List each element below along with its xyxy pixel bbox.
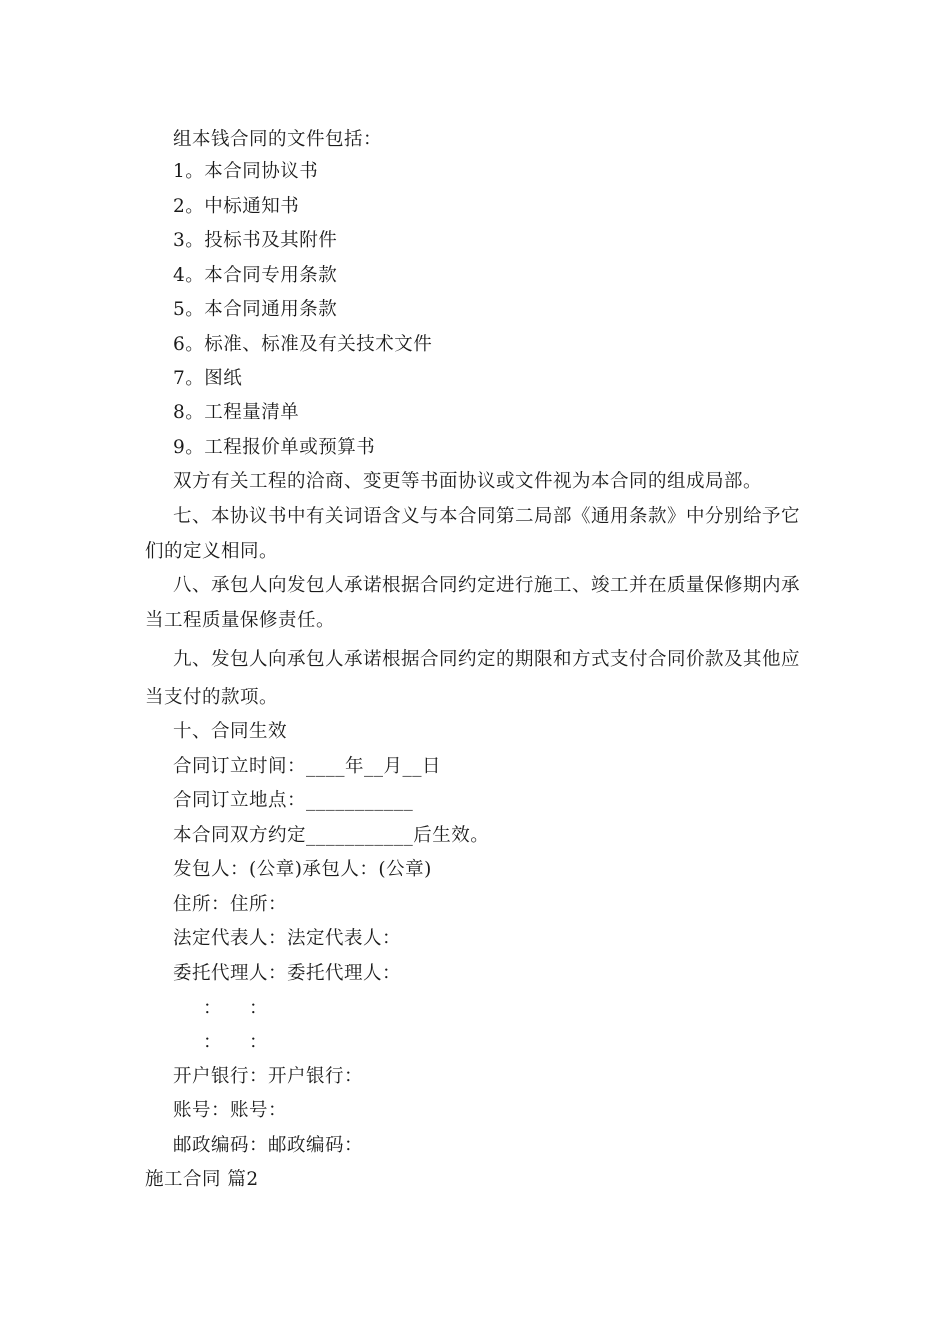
doc-line-signing-place: 合同订立地点：___________ bbox=[173, 790, 414, 811]
doc-line-signing-date: 合同订立时间：____年__月__日 bbox=[173, 756, 442, 777]
doc-line-clause-8: 八、承包人向发包人承诺根据合同约定进行施工、竣工并在质量保修期内承 bbox=[173, 575, 801, 596]
doc-line-item-8: 8。工程量清单 bbox=[173, 402, 300, 423]
doc-line-item-9: 9。工程报价单或预算书 bbox=[173, 437, 376, 458]
doc-line-negotiation: 双方有关工程的洽商、变更等书面协议或文件视为本合同的组成局部。 bbox=[173, 471, 763, 492]
doc-line-colon-2a: ： bbox=[203, 1032, 223, 1053]
doc-line-postcode: 邮政编码：邮政编码： bbox=[173, 1135, 364, 1156]
doc-line-effective: 本合同双方约定___________后生效。 bbox=[173, 825, 490, 846]
doc-line-colon-1a: ： bbox=[203, 998, 223, 1019]
doc-line-intro: 组本钱合同的文件包括： bbox=[173, 129, 383, 150]
doc-line-parties-seal: 发包人：(公章)承包人：(公章) bbox=[173, 859, 432, 880]
doc-line-colon-1b: ： bbox=[249, 998, 269, 1019]
doc-line-legal-rep: 法定代表人：法定代表人： bbox=[173, 928, 402, 949]
doc-line-item-7: 7。图纸 bbox=[173, 368, 243, 389]
doc-line-account: 账号：账号： bbox=[173, 1100, 288, 1121]
doc-line-item-2: 2。中标通知书 bbox=[173, 196, 300, 217]
doc-line-clause-10: 十、合同生效 bbox=[173, 721, 288, 742]
doc-line-address: 住所：住所： bbox=[173, 894, 288, 915]
doc-line-clause-7-cont: 们的定义相同。 bbox=[145, 541, 279, 562]
doc-line-bank: 开户银行：开户银行： bbox=[173, 1066, 364, 1087]
doc-section-heading: 施工合同 篇2 bbox=[145, 1169, 259, 1190]
doc-line-clause-7: 七、本协议书中有关词语含义与本合同第二局部《通用条款》中分别给予它 bbox=[173, 506, 801, 527]
doc-line-item-4: 4。本合同专用条款 bbox=[173, 265, 338, 286]
doc-line-agent: 委托代理人：委托代理人： bbox=[173, 963, 402, 984]
doc-line-colon-2b: ： bbox=[249, 1032, 269, 1053]
doc-line-clause-9-cont: 当支付的款项。 bbox=[145, 687, 279, 708]
doc-line-item-5: 5。本合同通用条款 bbox=[173, 299, 338, 320]
doc-line-clause-8-cont: 当工程质量保修责任。 bbox=[145, 610, 336, 631]
doc-line-clause-9: 九、发包人向承包人承诺根据合同约定的期限和方式支付合同价款及其他应 bbox=[173, 649, 801, 670]
doc-line-item-3: 3。投标书及其附件 bbox=[173, 230, 338, 251]
doc-line-item-1: 1。本合同协议书 bbox=[173, 161, 319, 182]
doc-line-item-6: 6。标准、标准及有关技术文件 bbox=[173, 334, 433, 355]
